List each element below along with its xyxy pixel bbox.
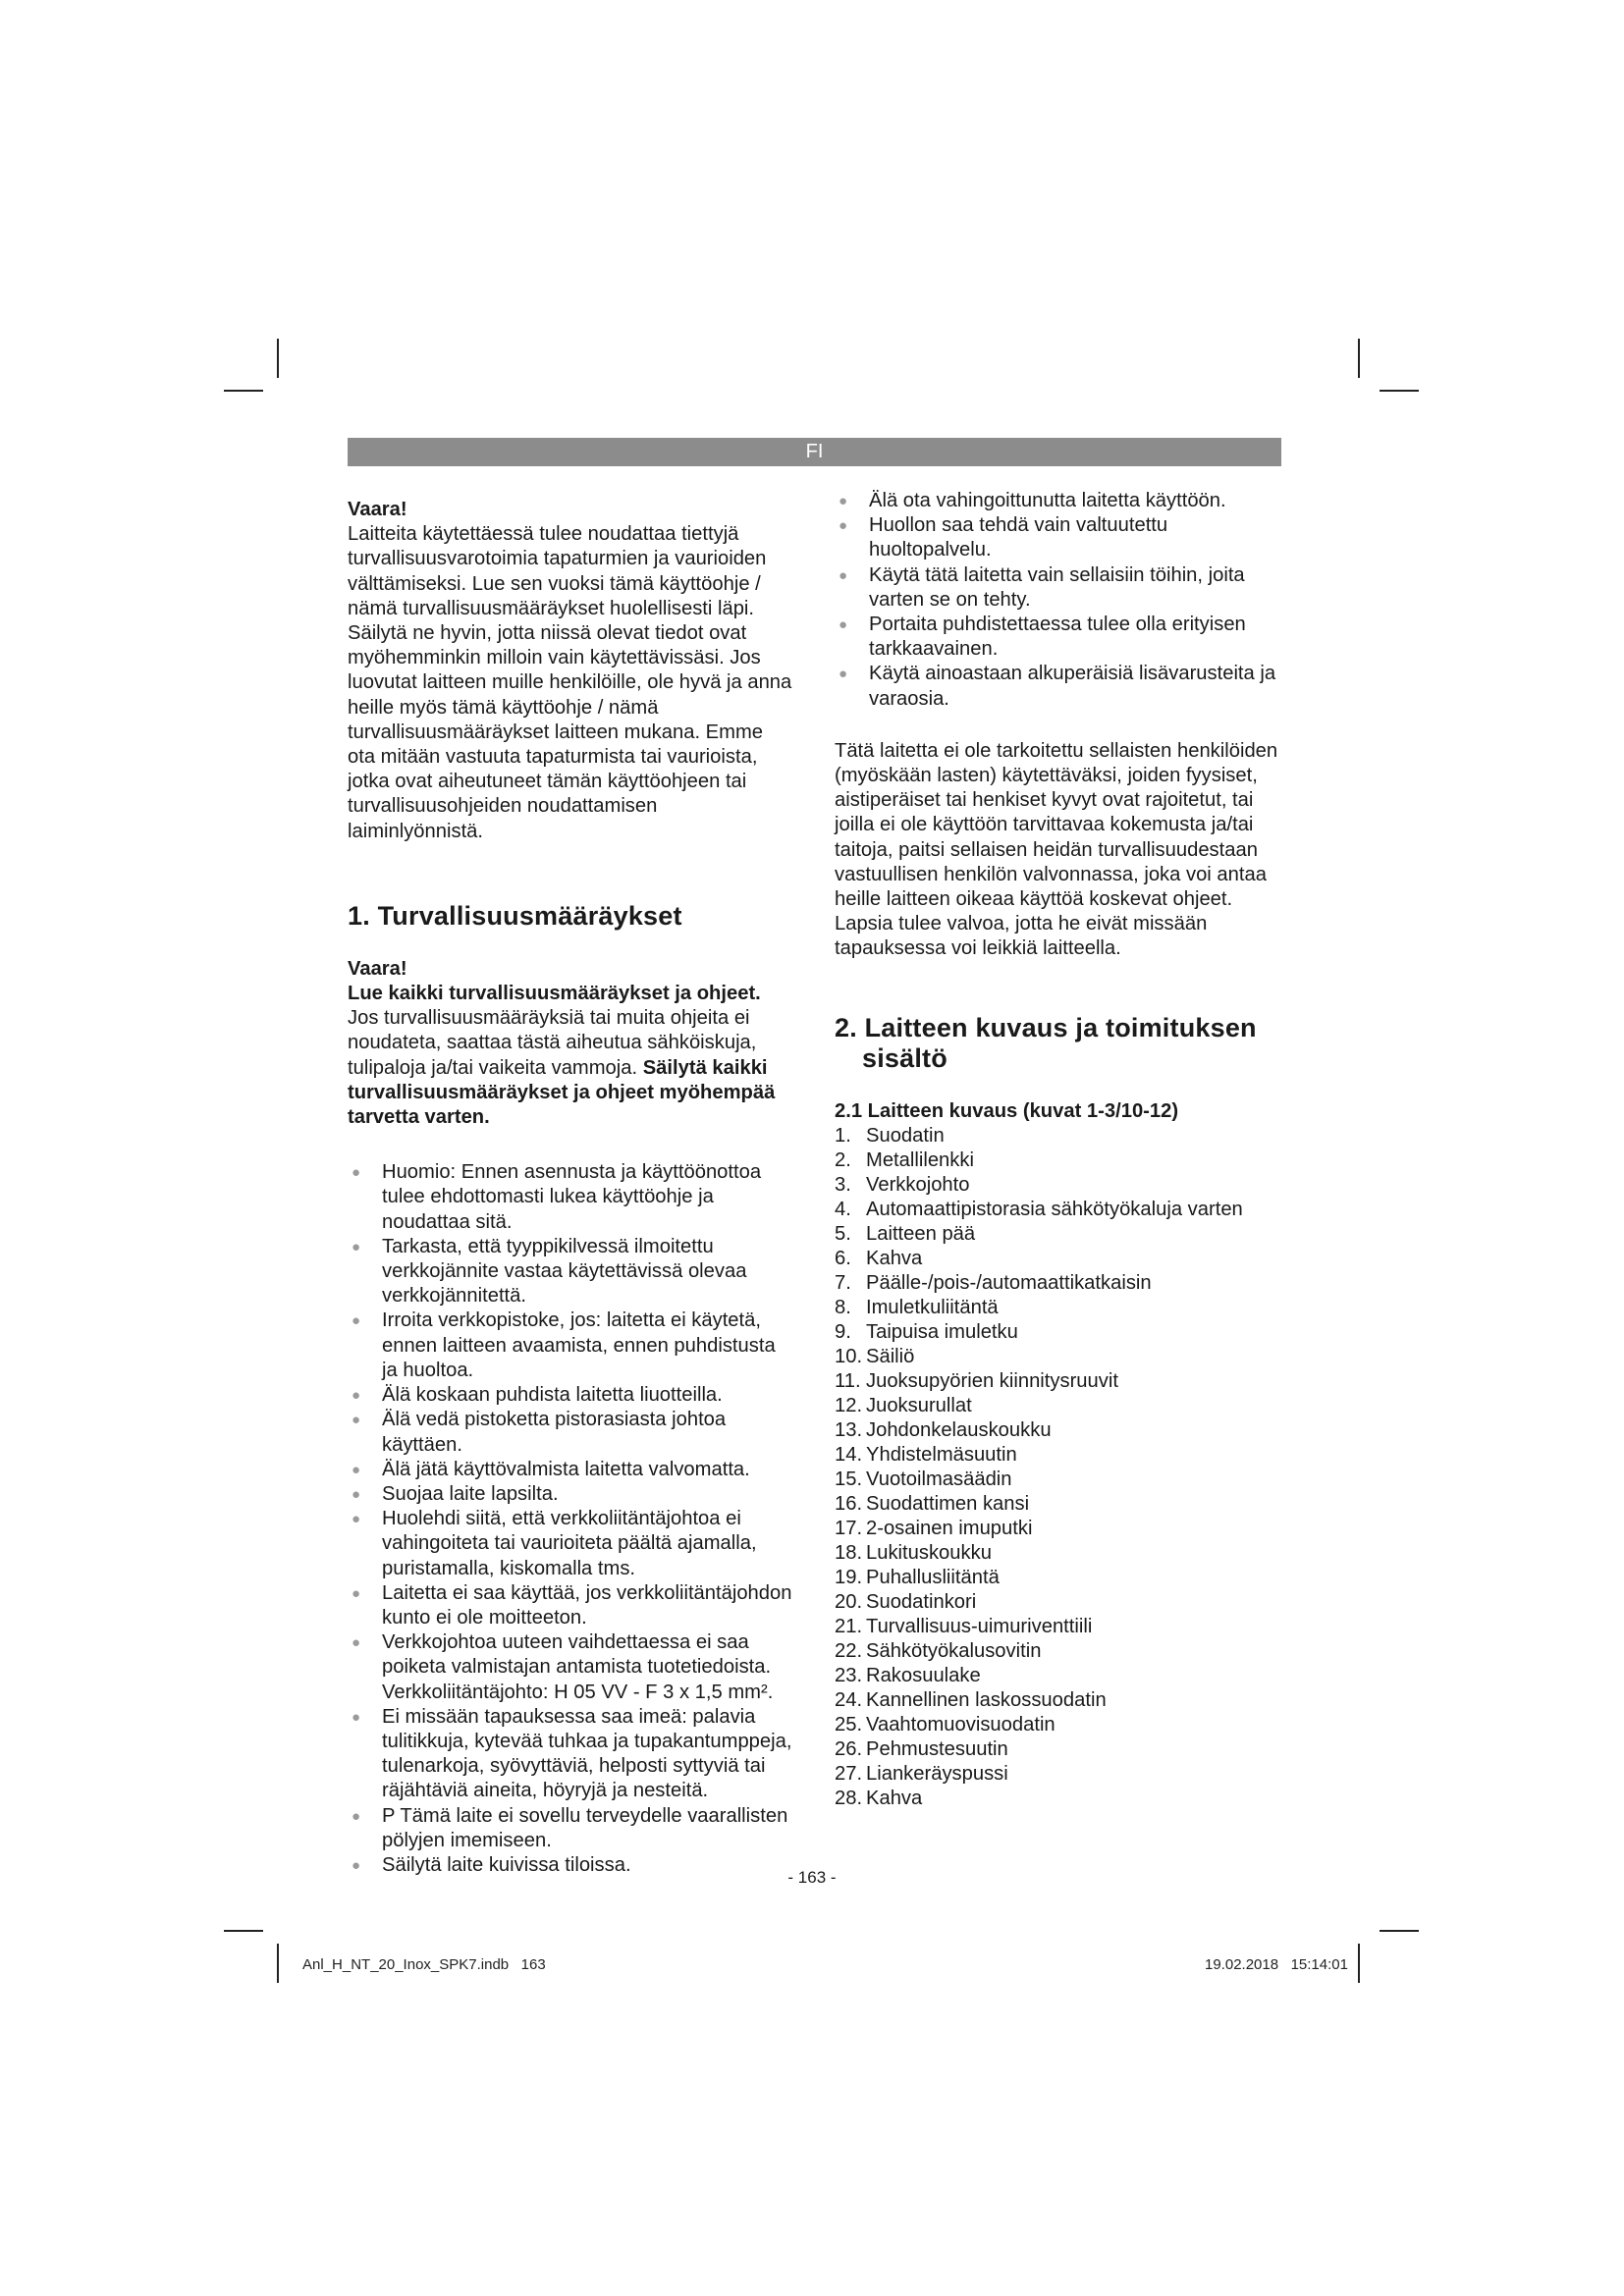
list-item: ● Käytä tätä laitetta vain sellaisiin töihin, joita varten se on tehty. [839, 563, 1245, 611]
subsection-2-1-heading: 2.1 Laitteen kuvaus (kuvat 1-3/10-12) [835, 1099, 1179, 1122]
list-item [835, 1713, 1281, 1737]
part-name: Metallilenkki [866, 1148, 974, 1171]
bullet-icon: ● [352, 1856, 361, 1874]
list-item [835, 1443, 1281, 1468]
bullet-icon: ● [839, 566, 848, 584]
crop-mark [277, 1944, 279, 1983]
part-number: 7. [835, 1271, 851, 1294]
bullet-icon: ● [352, 1412, 361, 1429]
section-1-text-bold: Säilytä kaikki turvallisuusmääräykset ja ohjeet myöhempää tarvetta varten. [348, 1056, 776, 1129]
crop-mark [224, 390, 263, 392]
list-item: ● Tarkasta, että tyyppikilvessä ilmoitettu verkkojännite vastaa käytettävissä olevaa verkkojännitettä. [352, 1235, 747, 1308]
part-name: Kannellinen laskossuodatin [866, 1688, 1107, 1711]
list-item [835, 1173, 1281, 1198]
list-item [835, 1345, 1281, 1369]
list-item: ● Säilytä laite kuivissa tiloissa. [348, 1853, 794, 1878]
crop-mark [1358, 339, 1360, 378]
warning-title: Vaara! [348, 499, 407, 520]
part-number: 25. [835, 1713, 863, 1735]
crop-mark [224, 1930, 263, 1932]
list-item [835, 1787, 1281, 1811]
list-item: ● Ei missään tapauksessa saa imeä: palavia tulitikkuja, kytevää tuhkaa ja tupakantumppeja, tulenarkoja, syövyttäviä, helposti syttyviä tai räjähtäviä aineita, höyryjä ja nesteitä. [352, 1705, 792, 1802]
part-number: 26. [835, 1737, 863, 1760]
part-number: 5. [835, 1222, 851, 1245]
part-name: Kahva [866, 1787, 923, 1809]
list-item [835, 1247, 1281, 1271]
list-item [835, 1124, 1281, 1148]
children-notice-paragraph: Tätä laitetta ei ole tarkoitettu sellaisten henkilöiden (myöskään lasten) käytettäväksi, joiden fyysiset, aistiperäiset tai henkiset kyvyt ovat rajoitetut, tai joilla ei ole käyttöön tarvittavaa kokemusta ja/tai taitoja, paitsi sellaisen heidän turvallisuudestaan vastuullisen henkilön valvonnassa, joka voi antaa heille laitteen oikeaa käyttöä koskevat ohjeet. Lapsia tulee valvoa, jotta he eivät missään tapauksessa voi leikkiä laitteella. [835, 739, 1278, 960]
part-name: Vaahtomuovisuodatin [866, 1713, 1056, 1735]
part-number: 23. [835, 1664, 863, 1686]
bullet-icon: ● [839, 493, 848, 509]
list-item [835, 1664, 1281, 1688]
part-number: 1. [835, 1124, 851, 1147]
part-name: Lukituskoukku [866, 1541, 992, 1564]
part-name: Kahva [866, 1247, 923, 1269]
part-number: 6. [835, 1247, 851, 1269]
part-number: 4. [835, 1198, 851, 1220]
list-item [835, 1590, 1281, 1615]
safety-bullet-list [348, 1160, 794, 1878]
part-name: Automaattipistorasia sähkötyökaluja varten [866, 1198, 1243, 1220]
part-name: Johdonkelauskoukku [866, 1418, 1052, 1441]
part-name: Yhdistelmäsuutin [866, 1443, 1017, 1466]
part-name: Imuletkuliitäntä [866, 1296, 999, 1318]
bullet-icon: ● [839, 616, 848, 634]
bullet-icon: ● [352, 1708, 361, 1726]
list-item: ● Laitetta ei saa käyttää, jos verkkoliitäntäjohdon kunto ei ole moitteeton. [352, 1581, 792, 1629]
list-item: ● Verkkojohtoa uuteen vaihdettaessa ei saa poiketa valmistajan antamista tuotetiedoista. Verkkoliitäntäjohto: H 05 VV - F 3 x 1,5 mm². [352, 1631, 774, 1703]
bullet-icon: ● [352, 1238, 361, 1255]
part-name: 2-osainen imuputki [866, 1517, 1033, 1539]
part-name: Liankeräyspussi [866, 1762, 1008, 1785]
list-item [835, 1517, 1281, 1541]
part-number: 3. [835, 1173, 851, 1196]
section-1-warning: Vaara! [348, 957, 407, 980]
part-name: Turvallisuus-uimuriventtiili [866, 1615, 1093, 1637]
bullet-icon: ● [352, 1312, 361, 1330]
section-2-heading: 2. Laitteen kuvaus ja toimituksen sisältö [835, 1012, 1257, 1073]
part-number: 10. [835, 1345, 863, 1367]
list-item [835, 1198, 1281, 1222]
list-item: ● Huomio: Ennen asennusta ja käyttöönottoa tulee ehdottomasti lukea käyttöohje ja noudattaa sitä. [352, 1161, 762, 1233]
list-item [835, 1148, 1281, 1173]
section-1-text-body: Jos turvallisuusmääräyksiä tai muita ohjeita ei noudateta, saattaa tästä aiheutua sähköiskuja, tulipaloja ja/tai vaikeita vammoja. [348, 1007, 757, 1079]
footer-timestamp: 19.02.2018 15:14:01 [1205, 1956, 1348, 1973]
list-item: ● Suojaa laite lapsilta. [348, 1482, 794, 1507]
part-number: 20. [835, 1590, 863, 1613]
part-number: 15. [835, 1468, 863, 1490]
list-item: ● Älä vedä pistoketta pistorasiasta johtoa käyttäen. [352, 1409, 727, 1456]
part-number: 12. [835, 1394, 863, 1416]
part-number: 11. [835, 1369, 861, 1392]
part-number: 21. [835, 1615, 863, 1637]
bullet-icon: ● [352, 1164, 361, 1182]
part-name: Suodattimen kansi [866, 1492, 1030, 1515]
part-number: 14. [835, 1443, 863, 1466]
part-number: 2. [835, 1148, 851, 1171]
part-number: 28. [835, 1787, 863, 1809]
list-item [835, 1566, 1281, 1590]
part-number: 19. [835, 1566, 863, 1588]
list-item [835, 1468, 1281, 1492]
page-number: - 163 - [787, 1868, 837, 1887]
list-item [835, 1541, 1281, 1566]
crop-mark [1380, 1930, 1419, 1932]
right-column [835, 489, 1281, 1811]
crop-mark [1380, 390, 1419, 392]
list-item: ● Älä jätä käyttövalmista laitetta valvomatta. [348, 1458, 794, 1482]
part-name: Puhallusliitäntä [866, 1566, 1000, 1588]
bullet-icon: ● [352, 1634, 361, 1652]
warning-text: Laitteita käytettäessä tulee noudattaa tiettyjä turvallisuusvarotoimia tapaturmien ja vaurioiden välttämiseksi. Lue sen vuoksi tämä käyttöohje / nämä turvallisuusmääräykset huolellisesti läpi. Säilytä ne hyvin, jotta niissä olevat tiedot ovat myöhemminkin milloin vain käytettävissäsi. Jos luovutat laitteen muille henkilöille, ole hyvä ja anna heille myös tämä käyttöohje / nämä turvallisuusmääräykset laitteen mukana. Emme ota mitään vastuuta tapaturmista tai vaurioista, jotka ovat aiheutuneet tämän käyttöohjeen tai turvallisuusohjeiden noudattamisen laiminlyönnistä. [348, 523, 792, 842]
part-number: 9. [835, 1320, 851, 1343]
bullet-icon: ● [839, 666, 848, 683]
part-number: 24. [835, 1688, 863, 1711]
list-item: ● Huollon saa tehdä vain valtuutettu huoltopalvelu. [839, 514, 1168, 561]
crop-mark [1358, 1944, 1360, 1983]
bullet-icon: ● [839, 517, 848, 535]
list-item [835, 1271, 1281, 1296]
list-item [835, 1762, 1281, 1787]
section-1-text [348, 1006, 794, 1130]
list-item [835, 1394, 1281, 1418]
footer-filename: Anl_H_NT_20_Inox_SPK7.indb 163 [302, 1956, 546, 1973]
part-name: Suodatinkori [866, 1590, 977, 1613]
part-name: Laitteen pää [866, 1222, 976, 1245]
list-item [835, 1369, 1281, 1394]
bullet-icon: ● [352, 1387, 361, 1405]
part-name: Säiliö [866, 1345, 915, 1367]
list-item: ● Irroita verkkopistoke, jos: laitetta ei käytetä, ennen laitteen avaamista, ennen puhdistusta ja huoltoa. [352, 1309, 776, 1381]
list-item: ● Älä koskaan puhdista laitetta liuotteilla. [348, 1383, 794, 1408]
section-1-heading: 1. Turvallisuusmääräykset [348, 900, 682, 931]
list-item: ● Älä ota vahingoittunutta laitetta käyttöön. [835, 489, 1281, 513]
part-number: 13. [835, 1418, 863, 1441]
part-name: Verkkojohto [866, 1173, 970, 1196]
list-item [835, 1320, 1281, 1345]
list-item: ● Portaita puhdistettaessa tulee olla erityisen tarkkaavainen. [839, 614, 1246, 661]
crop-mark [277, 339, 279, 378]
part-number: 27. [835, 1762, 863, 1785]
list-item [835, 1737, 1281, 1762]
part-name: Juoksupyörien kiinnitysruuvit [866, 1369, 1118, 1392]
part-name: Taipuisa imuletku [866, 1320, 1018, 1343]
part-name: Pehmustesuutin [866, 1737, 1008, 1760]
list-item: ● P Tämä laite ei sovellu terveydelle vaarallisten pölyjen imemiseen. [352, 1804, 788, 1851]
list-item [835, 1688, 1281, 1713]
parts-list [835, 1124, 1281, 1811]
part-name: Juoksurullat [866, 1394, 972, 1416]
part-number: 16. [835, 1492, 863, 1515]
language-bar: FI [348, 438, 1281, 466]
part-number: 8. [835, 1296, 851, 1318]
bullet-icon: ● [352, 1511, 361, 1528]
list-item [835, 1615, 1281, 1639]
bullet-icon: ● [352, 1584, 361, 1602]
list-item [835, 1492, 1281, 1517]
list-item [835, 1639, 1281, 1664]
list-item: ● Huolehdi siitä, että verkkoliitäntäjohtoa ei vahingoiteta tai vaurioiteta päältä ajamalla, puristamalla, kiskomalla tms. [352, 1508, 757, 1579]
left-column [348, 498, 794, 1878]
part-name: Päälle-/pois-/automaattikatkaisin [866, 1271, 1152, 1294]
part-number: 18. [835, 1541, 863, 1564]
part-number: 17. [835, 1517, 863, 1539]
safety-bullet-list-continued [835, 489, 1281, 712]
list-item [835, 1418, 1281, 1443]
list-item [835, 1222, 1281, 1247]
part-name: Sähkötyökalusovitin [866, 1639, 1042, 1662]
section-1-bold-instruction: Lue kaikki turvallisuusmääräykset ja ohjeet. [348, 983, 761, 1005]
part-name: Suodatin [866, 1124, 945, 1147]
bullet-icon: ● [352, 1485, 361, 1503]
list-item [835, 1296, 1281, 1320]
list-item: ● Käytä ainoastaan alkuperäisiä lisävarusteita ja varaosia. [839, 663, 1276, 710]
bullet-icon: ● [352, 1807, 361, 1825]
bullet-icon: ● [352, 1461, 361, 1478]
part-number: 22. [835, 1639, 863, 1662]
part-name: Vuotoilmasäädin [866, 1468, 1012, 1490]
part-name: Rakosuulake [866, 1664, 981, 1686]
